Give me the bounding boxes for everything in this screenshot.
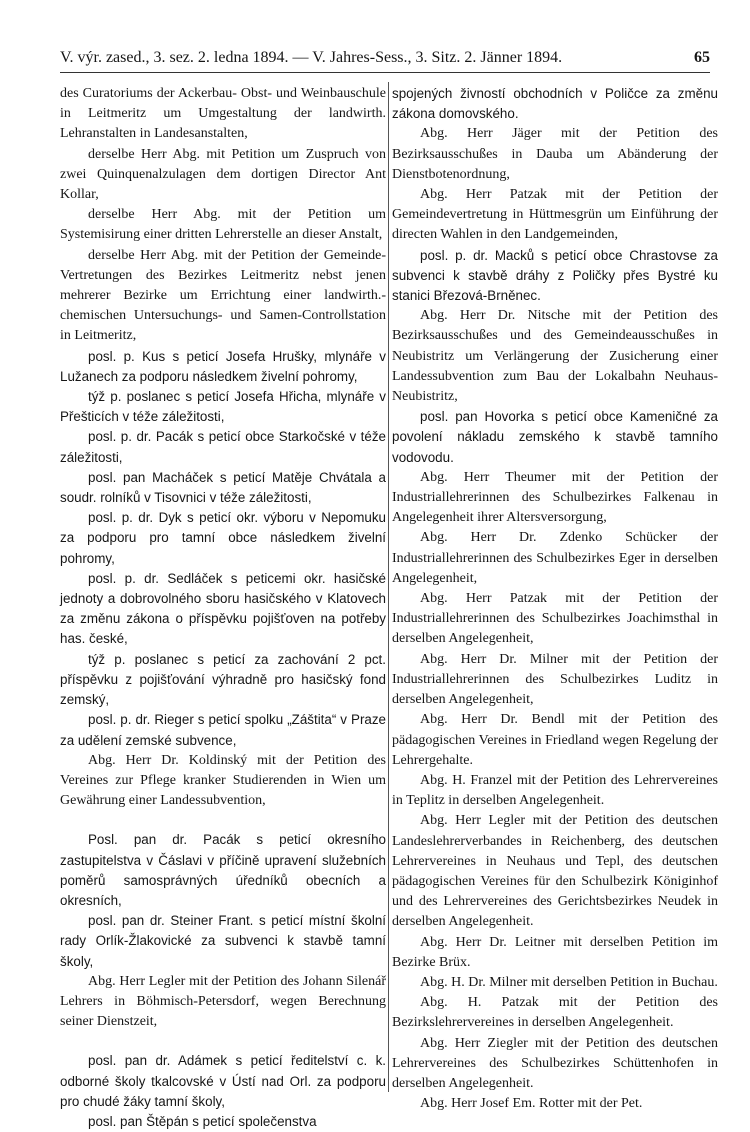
petition-paragraph: Abg. Herr Dr. Bendl mit der Petition des pädagogischen Vereines in Friedland wegen Regelung der Lehrergehalte. (392, 712, 718, 768)
petition-paragraph: posl. pan dr. Adámek s peticí ředitelství c. k. odborné školy tkalcovské v Ústí nad Orl. za podporu pro chudé žáky tamní školy, (60, 1053, 386, 1109)
petition-paragraph: Abg. Herr Patzak mit der Petition der Gemeindevertretung in Hüttmesgrün um Einführung der directen Wahlen in den Landgemeinden, (392, 187, 718, 243)
petition-paragraph: posl. p. dr. Rieger s peticí spolku „Záštita“ v Praze za udělení zemské subvence, (60, 712, 386, 748)
petition-paragraph: posl. pan dr. Steiner Frant. s peticí místní školní rady Orlík-Žlakovické za subvenci k stavbě tamní školy, (60, 913, 386, 969)
petition-paragraph: Abg. Herr Legler mit der Petition des deutschen Landeslehrerverbandes in Reichenberg, des deutschen Lehrervereines in Neuhaus und Tepl, des deutschen pädagogischen Vereines für den Schulbezirk Königinhof und des Lehrervereines des Gerichtsbezirkes Neudek in derselben Angelegenheit. (392, 813, 718, 930)
petition-paragraph: Abg. Herr Josef Em. Rotter mit der Pet. (420, 1096, 643, 1112)
petition-paragraph: Abg. Herr Dr. Nitsche mit der Petition des Bezirksausschußes und des Gemeindeausschußes in Neubistritz um Verlängerung der Zusicherung einer Landessubvention zum Bau der Lokalbahn Neuhaus-Neubistritz, (392, 308, 718, 405)
petition-paragraph: Abg. Herr Legler mit der Petition des Johann Silenář Lehrers in Böhmisch-Petersdorf, wegen Berechnung seiner Dienstzeit, (60, 973, 386, 1030)
left-column (60, 84, 386, 1129)
petition-paragraph: Abg. Herr Dr. Milner mit der Petition der Industriallehrerinnen des Schulbezirkes Luditz in derselben Angelegenheit, (392, 651, 718, 708)
petition-paragraph: posl. pan Hovorka s peticí obce Kameničné za povolení nákladu zemského k stavbě tamního vodovodu. (392, 409, 718, 465)
petition-paragraph: derselbe Herr Abg. mit der Petition um Systemisirung einer dritten Lehrerstelle an dieser Anstalt, (60, 207, 386, 243)
petition-paragraph: Abg. Herr Dr. Koldinský mit der Petition des Vereines zur Pflege kranker Studierenden in Wien um Gewährung einer Landessubvention, (60, 752, 386, 809)
petition-paragraph: Abg. Herr Jäger mit der Petition des Bezirksausschußes in Dauba um Abänderung der Dienstbotenordnung, (392, 126, 718, 182)
petition-paragraph: Abg. H. Patzak mit der Petition des Bezirkslehrervereines in derselben Angelegenheit. (392, 995, 718, 1031)
page-number: 65 (694, 49, 710, 66)
petition-paragraph: Abg. Herr Ziegler mit der Petition des deutschen Lehrervereines des Schulbezirkes Schüttenhofen in derselben Angelegenheit. (392, 1035, 718, 1091)
petition-paragraph: týž p. poslanec s peticí za zachování 2 pct. příspěvku z pojišťování výhradně pro hasičský fond zemský, (60, 651, 386, 708)
petition-paragraph: Posl. pan dr. Pacák s peticí okresního zastupitelstva v Čáslavi v příčině upravení služebních poměrů samosprávných úředníků obecních a okresních, (60, 832, 386, 908)
running-title: V. výr. zased., 3. sez. 2. ledna 1894. — V. Jahres-Sess., 3. Sitz. 2. Jänner 1894. (60, 49, 563, 66)
petition-paragraph: Abg. H. Dr. Milner mit derselben Petition in Buchau. (420, 974, 718, 990)
petition-paragraph: Abg. Herr Theumer mit der Petition der Industriallehrerinnen des Schulbezirkes Falkenau in Angelegenheit ihrer Altersversorgung, (392, 469, 718, 526)
right-column (392, 84, 718, 1112)
petition-paragraph: posl. pan Štěpán s peticí společenstva (88, 1113, 317, 1129)
petition-paragraph: posl. p. Kus s peticí Josefa Hrušky, mlynáře v Lužanech za podporu následkem živelní pohromy, (60, 348, 386, 384)
petition-paragraph: týž p. poslanec s peticí Josefa Hřicha, mlynáře v Přešticích v téže záležitosti, (60, 389, 386, 425)
petition-paragraph: posl. p. dr. Sedláček s peticemi okr. hasičské jednoty a dobrovolného sboru hasičského v Klatovech za změnu zákona o příspěvku pojišťoven na potřeby has. české, (60, 570, 386, 647)
petition-paragraph: des Curatoriums der Ackerbau- Obst- und Weinbauschule in Leitmeritz um Umgestaltung der landwirth. Lehranstalten in Landesanstalten, (60, 86, 386, 142)
petition-paragraph: posl. pan Macháček s peticí Matěje Chvátala a soudr. rolníků v Tisovnici v téže záležitosti, (60, 469, 386, 506)
petition-paragraph: Abg. Herr Dr. Zdenko Schücker der Industriallehrerinnen des Schulbezirkes Eger in derselben Angelegenheit, (392, 530, 718, 586)
petition-paragraph: Abg. H. Franzel mit der Petition des Lehrervereines in Teplitz in derselben Angelegenheit. (392, 772, 718, 809)
page-header (60, 44, 710, 73)
petition-paragraph: spojených živností obchodních v Poličce za změnu zákona domovského. (392, 86, 718, 122)
petition-paragraph: posl. p. dr. Dyk s peticí okr. výboru v Nepomuku za podporu pro tamní obce následkem živelní pohromy, (60, 510, 386, 566)
petition-paragraph: posl. p. dr. Pacák s peticí obce Starkočské v téže záležitosti, (60, 429, 386, 465)
petition-paragraph: Abg. Herr Patzak mit der Petition der Industriallehrerinnen des Schulbezirkes Joachimsthal in derselben Angelegenheit, (392, 591, 718, 647)
petition-paragraph: posl. p. dr. Macků s peticí obce Chrastovse za subvenci k stavbě dráhy z Poličky přes Bystré ku stanici Březová-Brněnec. (392, 247, 718, 304)
petition-paragraph: derselbe Herr Abg. mit Petition um Zuspruch von zwei Quinquenalzulagen dem dortigen Director Ant Kollar, (60, 146, 386, 203)
column-divider (388, 82, 389, 1092)
petition-paragraph: derselbe Herr Abg. mit der Petition der Gemeinde-Vertretungen des Bezirkes Leitmeritz nebst jenen mehrerer Bezirke um Errichtung einer landwirth.-chemischen Untersuchungs- und Samen-Controllstation in Leitmeritz, (60, 247, 386, 344)
petition-paragraph: Abg. Herr Dr. Leitner mit derselben Petition im Bezirke Brüx. (392, 934, 718, 970)
